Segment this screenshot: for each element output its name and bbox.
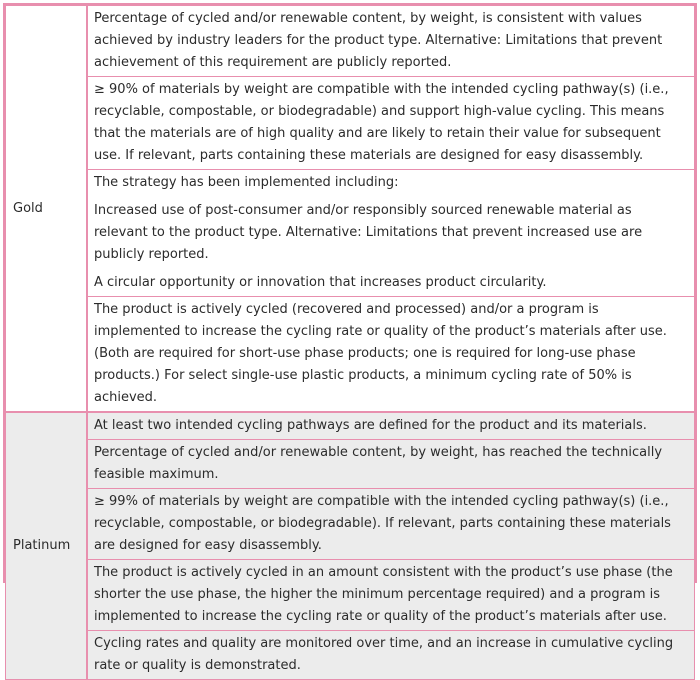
requirement-text: ≥ 90% of materials by weight are compatible with the intended cycling pathway(s) (i.e., recyclable, compostable, or biodegradable) and support high-value cycling. This means that the materials are of high quality and are likely to retain their value for subsequent use. If relevant, parts containing these materials are designed for easy disassembly. — [94, 82, 669, 163]
requirement-cell — [87, 412, 695, 440]
requirement-text: The strategy has been implemented including: — [94, 175, 399, 190]
requirement-cell — [87, 440, 695, 489]
table-row — [6, 6, 695, 77]
requirement-text: A circular opportunity or innovation that increases product circularity. — [94, 275, 547, 290]
requirement-text: Cycling rates and quality are monitored over time, and an increase in cumulative cycling rate or quality is demonstrated. — [94, 636, 674, 673]
level-label-platinum: Platinum — [6, 412, 88, 680]
requirement-text: The product is actively cycled in an amount consistent with the product’s use phase (the shorter the use phase, the higher the minimum percentage required) and a program is implemented to increase the cycling rate or quality of the product’s materials after use. — [94, 565, 673, 624]
requirement-text: The product is actively cycled (recovered and processed) and/or a program is implemented to increase the cycling rate or quality of the product’s materials after use. (Both are required for short-use phase products; one is required for long-use phase products.) For select single-use plastic products, a minimum cycling rate of 50% is achieved. — [94, 302, 667, 405]
requirement-text: ≥ 99% of materials by weight are compatible with the intended cycling pathway(s) (i.e., recyclable, compostable, or biodegradable). If relevant, parts containing these materials are designed for easy disassembly. — [94, 494, 671, 553]
requirement-text: Percentage of cycled and/or renewable content, by weight, is consistent with values achieved by industry leaders for the product type. Alternative: Limitations that prevent achievement of this requirement are publicly reported. — [94, 11, 663, 70]
requirements-grid — [5, 5, 695, 680]
requirement-cell — [87, 77, 695, 170]
requirement-cell — [87, 6, 695, 77]
table-row — [6, 440, 695, 489]
level-label-gold: Gold — [6, 6, 88, 413]
requirement-cell — [87, 170, 695, 297]
requirement-text: At least two intended cycling pathways are defined for the product and its materials. — [94, 418, 647, 433]
requirement-cell — [87, 489, 695, 560]
requirement-cell — [87, 631, 695, 680]
table-row — [6, 631, 695, 680]
requirement-cell — [87, 297, 695, 413]
table-row — [6, 297, 695, 413]
requirement-text: Increased use of post-consumer and/or responsibly sourced renewable material as relevant to the product type. Alternative: Limitations that prevent increased use are publicly reported. — [94, 203, 643, 262]
certification-requirements-table — [3, 3, 697, 673]
table-row — [6, 77, 695, 170]
table-row — [6, 560, 695, 631]
table-row — [6, 170, 695, 297]
requirement-cell — [87, 560, 695, 631]
requirement-text: Percentage of cycled and/or renewable content, by weight, has reached the technically feasible maximum. — [94, 445, 663, 482]
table-row — [6, 489, 695, 560]
table-row — [6, 412, 695, 440]
